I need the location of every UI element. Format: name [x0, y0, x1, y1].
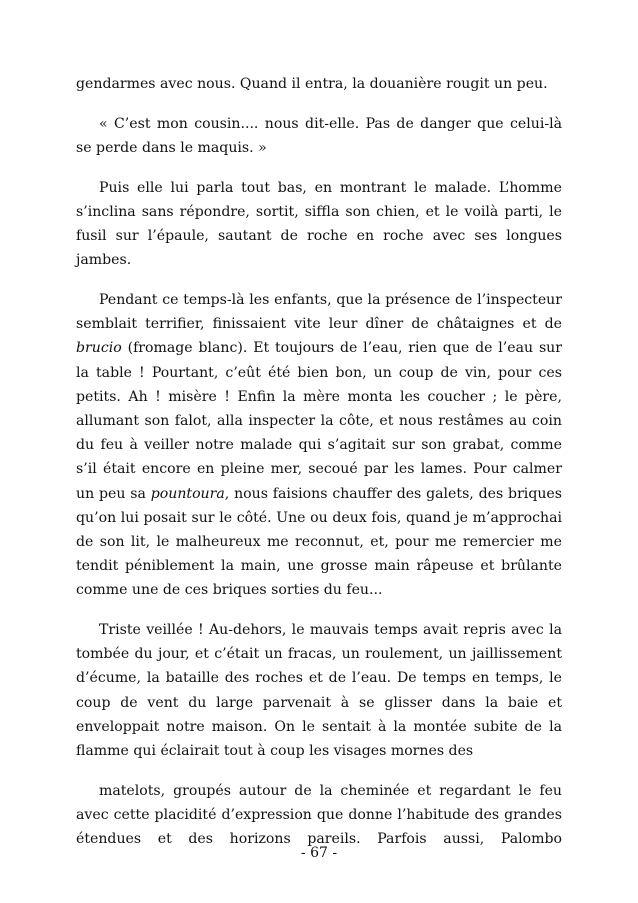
text-run: « C’est mon cousin.... nous dit-elle. Pas de danger que celui-là se perde dans le maquis. » — [76, 115, 562, 156]
paragraph-1 — [76, 72, 562, 96]
text-run: (fromage blanc). Et toujours de l’eau, rien que de l’eau sur la table ! Pourtant, c’eût été bien bon, un coup de vin, pour ces petits. Ah ! misère ! Enfin la mère monta les coucher ; le père, allumant son falot, alla inspecter la côte, et nous restâmes au coin du feu à veiller notre malade qui s’agitait sur son grabat, comme s’il était encore en pleine mer, secoué par les lames. Pour calmer un peu sa — [76, 340, 562, 502]
paragraph-4 — [76, 288, 562, 603]
text-run: matelots, groupés autour de la cheminée et regardant le feu avec cette placidité d’expression que donne l’habitude des grandes étendues et des horizons pareils. Parfois aussi, Palombo — [76, 782, 562, 848]
paragraph-2 — [76, 112, 562, 160]
paragraph-6 — [76, 779, 562, 852]
italic-term: brucio — [76, 340, 122, 357]
text-run: Puis elle lui parla tout bas, en montrant le malade. L’homme s’inclina sans répondre, sortit, siffla son chien, et le voilà parti, le fusil sur l’épaule, sautant de roche en roche avec ses longues jambes. — [76, 179, 562, 269]
text-run: , nous faisions chauffer des galets, des briques qu’on lui posait sur le côté. Une ou deux fois, quand je m’approchai de son lit, le malheureux me reconnut, et, pour me remercier me tendit péniblement la main, une grosse main râpeuse et brûlante comme une de ces briques sorties du feu... — [76, 485, 562, 599]
page-number: - 67 - — [300, 845, 338, 861]
text-run: Pendant ce temps-là les enfants, que la présence de l’inspecteur semblait terrifier, finissaient vite leur dîner de châtaignes et de — [76, 291, 562, 333]
paragraph-5 — [76, 618, 562, 763]
paragraph-3 — [76, 176, 562, 273]
page-body — [76, 72, 562, 851]
text-run: gendarmes avec nous. Quand il entra, la douanière rougit un peu. — [76, 76, 548, 92]
italic-term: pountoura — [150, 485, 225, 502]
text-run: Triste veillée ! Au-dehors, le mauvais temps avait repris avec la tombée du jour, et c’était un fracas, un roulement, un jaillissement d’écume, la bataille des roches et de l’eau. De temps en temps, le coup de vent du large parvenait à se glisser dans la baie et enveloppait notre maison. On le sentait à la montée subite de la flamme qui éclairait tout à coup les visages mornes des — [76, 622, 562, 760]
